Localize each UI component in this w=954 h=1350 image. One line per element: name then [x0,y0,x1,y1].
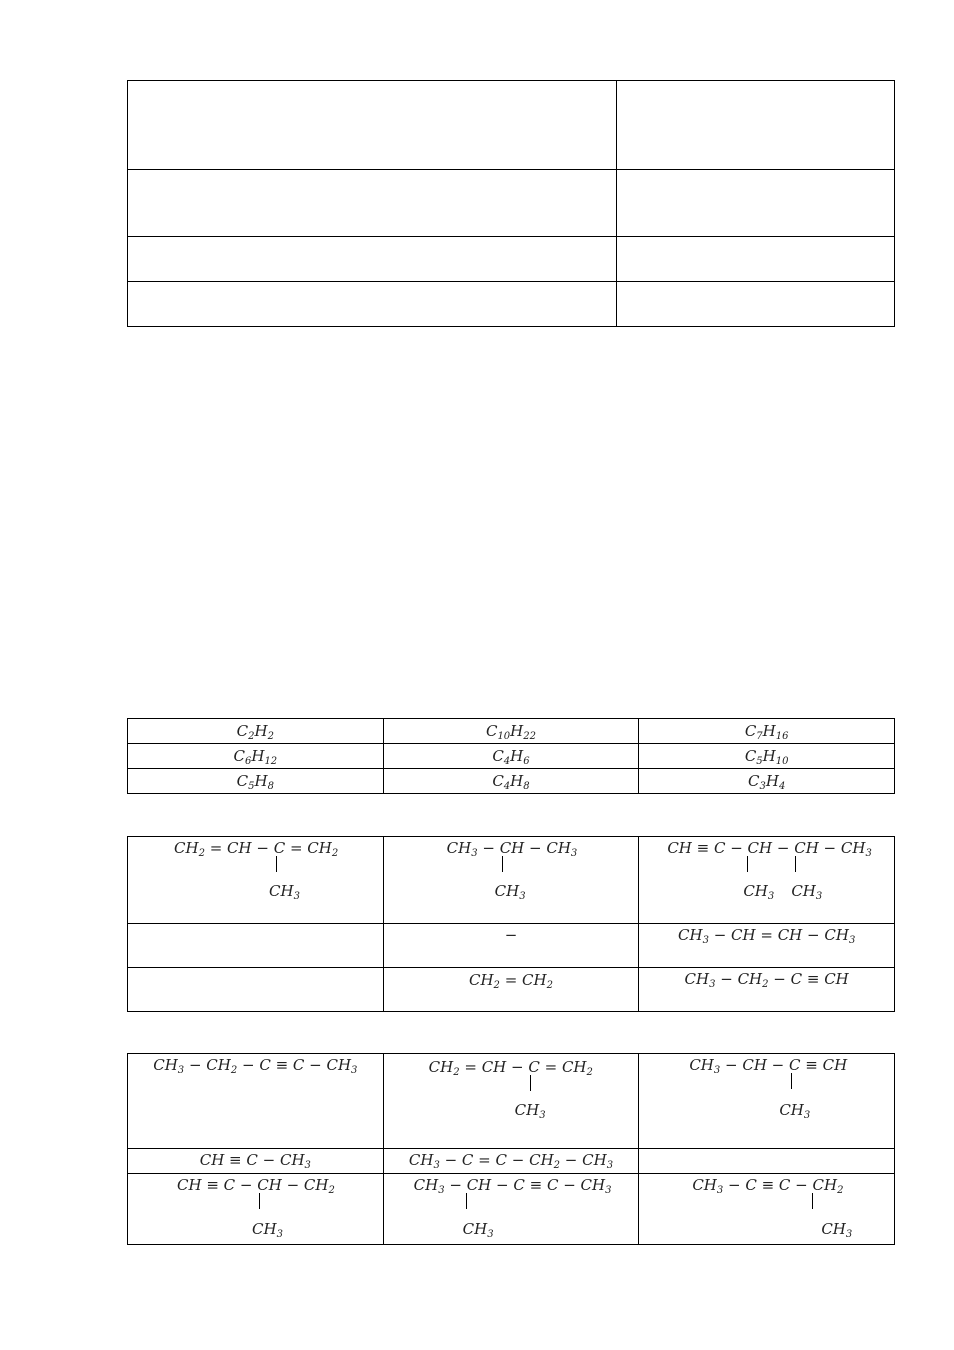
branch-bond [812,1193,813,1209]
empty-cell [639,1149,895,1174]
formula-cell: $C_4H_8$ [383,769,639,794]
structure-main: $CH_3$ − CH − $CH_3$ [446,839,578,859]
structure-cell: CH ≡ $C - CH_3$ [128,1149,384,1174]
structural-formula-table-b [127,1053,895,1245]
structural-formula-table-a [127,836,895,1012]
branch-bond [747,856,748,872]
empty-cell [617,282,895,327]
empty-cell [128,282,617,327]
structure-branch: $CH_3$ [779,1101,811,1121]
empty-cell [128,237,617,282]
structure-cell: $CH_2 = CH_2$ [383,968,639,1012]
structure-cell [128,1174,384,1245]
empty-cell [128,81,617,170]
formula-cell: $C_6H_{12}$ [128,744,384,769]
formula-cell: $C_5H_{10}$ [639,744,895,769]
molecular-formula-table [127,718,895,794]
structure-cell: $CH_3 - C = C - CH_2 - CH_3$ [383,1149,639,1174]
structure-cell: − [383,924,639,968]
structure-cell [383,837,639,924]
structure-cell: $CH_3 - CH_2 - C$ ≡ CH [639,968,895,1012]
structure-branch: $CH_3$ [252,1220,283,1240]
structure-cell: $CH_3$ − CH = CH − $CH_3$ [639,924,895,968]
structure-branch: $CH_3$ [514,1101,546,1121]
branch-bond [502,856,503,872]
structure-cell [128,837,384,924]
structure-main: $CH_3$ − CH − C ≡ CH [689,1056,848,1076]
empty-cell [128,170,617,237]
formula-cell: $C_2H_2$ [128,719,384,744]
structure-main: CH ≡ C − CH − CH − $CH_3$ [667,839,872,859]
branch-bond [791,1073,792,1089]
empty-cell [128,924,384,968]
structure-cell [639,837,895,924]
branch-bond [466,1193,467,1209]
structure-main: $CH_2$ = CH − $C = CH_2$ [428,1058,593,1078]
structure-main: $CH_3$ − CH − $C \equiv C - CH_3$ [413,1176,612,1196]
structure-cell [383,1174,639,1245]
structure-branch: $CH_3$ [494,882,526,902]
empty-cell [617,237,895,282]
branch-bond [276,856,277,872]
formula-cell: $C_4H_6$ [383,744,639,769]
structure-cell: $CH_3 - CH_2 - C \equiv C - CH_3$ [128,1054,384,1149]
structure-branch: $CH_3$ [269,882,300,902]
formula-cell: $C_{10}H_{22}$ [383,719,639,744]
structure-cell [383,1054,639,1149]
formula-cell: $C_5H_8$ [128,769,384,794]
formula-cell: $C_3H_4$ [639,769,895,794]
empty-cell [617,81,895,170]
formula-cell: $C_7H_{16}$ [639,719,895,744]
structure-main: $CH_2$ = CH − $C = CH_2$ [174,839,339,859]
structure-branch: $CH_3$ [462,1220,494,1240]
branch-bond [795,856,796,872]
branch-bond [259,1193,260,1209]
structure-cell [639,1174,895,1245]
structure-cell [639,1054,895,1149]
empty-cell [128,968,384,1012]
structure-branch: $CH_3$ [791,882,823,902]
structure-main: $CH_3 - C \equiv C - CH_2$ [692,1176,844,1196]
empty-cell [617,170,895,237]
empty-answer-table [127,80,895,327]
branch-bond [530,1075,531,1091]
structure-main: CH ≡ C − CH − $CH_2$ [177,1176,335,1196]
structure-branch: $CH_3$ [743,882,775,902]
structure-branch: $CH_3$ [821,1220,853,1240]
